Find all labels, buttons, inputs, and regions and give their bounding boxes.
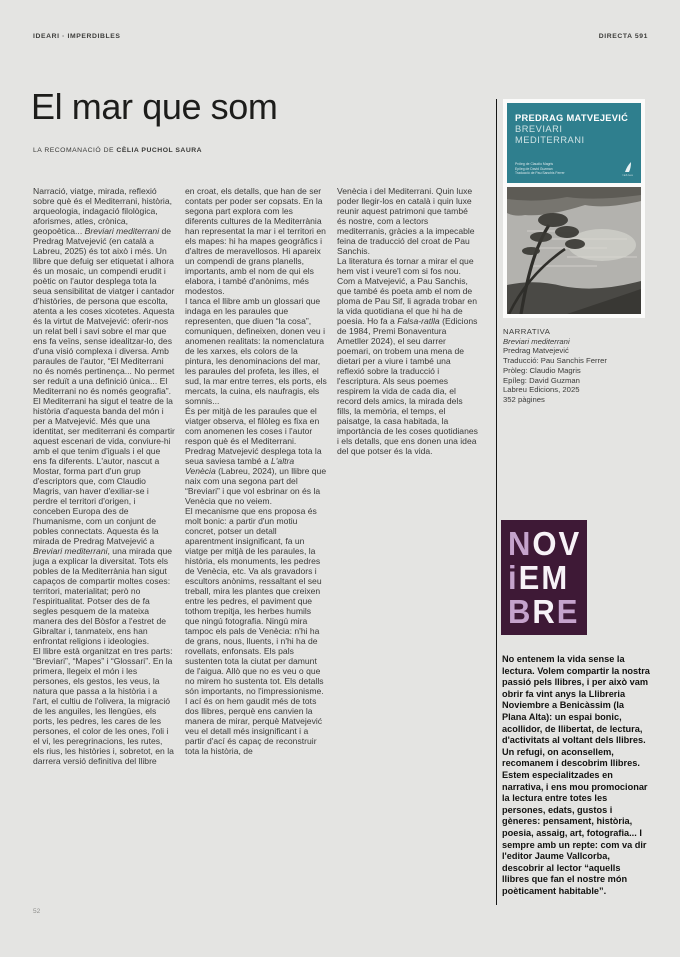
book-meta-line: NARRATIVA (503, 327, 551, 336)
book-meta-line: Labreu Edicions, 2025 (503, 385, 580, 395)
noviembre-logo-row: i E M (508, 558, 568, 597)
issue-label: DIRECTA 591 (598, 33, 648, 40)
article-paragraph: El llibre està organitzat en tres parts: “Breviari”, “Mapes” i “Glossari”. En la primera, llegeix el món i les persones, els gestos, les veus, la natura que passa a la història i a l'art, el cultiu de l'olivera, la migració de les anguiles, les llengües, els ports, les pedres, les cares de les persones, el color de les ones, l'oli i el vi, les peregrinacions, les rutes, els rius, les històries i, sobretot, en la darrera versió definitiva del llibre (33, 646, 174, 766)
article-paragraph: Venècia i del Mediterrani. Quin luxe poder llegir-los en català i quin luxe reunir aquest patrimoni que també és nostre, com a lectors mediterranis, gràcies a la impecable feina de traducció del croat de Pau Sanchis. (337, 186, 475, 256)
cover-photo-seascape (507, 187, 641, 314)
article-paragraph: I ací és on hem gaudit més de tots dos llibres, perquè ens canvien la manera de mirar, perquè Matvejević veu el detall més insignificant i a partir d'ací és capaç de reconstruir tota la història, de (185, 696, 323, 756)
divider-rule (496, 99, 497, 905)
cover-credit-line: Traducció de Pau Sanchis Ferrer (515, 171, 565, 176)
book-meta-line: 352 pàgines (503, 394, 545, 404)
cover-title: BREVIARI MEDITERRANI (515, 124, 585, 145)
book-cover-top (507, 103, 641, 183)
book-meta-line: Epíleg: David Guzman (503, 375, 580, 385)
cover-author: PREDRAG MATVEJEVIĆ (515, 113, 629, 123)
publisher-logo (622, 162, 634, 177)
byline-prefix: LA RECOMANACIÓ DE (33, 147, 115, 154)
article-paragraph: El mecanisme que ens proposa és molt bonic: a partir d'un motiu concret, potser un detall aparentment insignificant, fa un viatge per mitjà de les paraules, la història, els monuments, les pedres de Venècia, etc. Va als gravadors i escultors anònims, ressaltant el seu treball, mira les plantes que creixen entre les pedres, el paviment que tothom trepitja, les herbes humils que ningú fotografia. Ningú mira tampoc els pals de Venècia: n'hi ha de grans, nous, lluents, i n'hi ha de rovellats, enfonsats. Els pals sustenten tota la ciutat per damunt de l'aigua. Allò que no es veu o que no mirem ho sustenta tot. Els detalls són importants, no l'impressionisme. (185, 506, 324, 696)
article-paragraph: I tanca el llibre amb un glossari que indaga en les paraules que representen, que diuen “la cosa”, comuniquen, defineixen, donen veu i anomenen realitats: la nomenclatura de les xarxes, els colors de la pintura, les denominacions del mar, les paraules del profeta, les illes, el sud, la mar entre terres, els ports, els mercats, la cuina, els naufragis, els somnis... (185, 296, 327, 406)
noviembre-logo (501, 520, 587, 635)
article-column (33, 186, 175, 766)
byline (33, 147, 202, 154)
book-meta-line: Breviari mediterrani (503, 336, 570, 346)
cover-credit-line: Epíleg de David Guzman (515, 166, 553, 171)
noviembre-logo-row: B R E (508, 592, 578, 631)
noviembre-description: No entenem la vida sense la lectura. Volem compartir la nostra passió pels llibres, i per això vam obrir fa vint anys la Llibreria Noviembre a Benicàssim (la Plana Alta): un espai bonic, acollidor, de llibertat, de lectura, d'activitats al voltant dels llibres. Un refugi, on aconsellem, recomanem i descobrim llibres. Estem especialitzades en narrativa, i ens mou promocionar la lectura entre totes les persones, edats, gustos i gèneres: pensament, història, poesia, assaig, art, fotografia... I sempre amb un repte: com va dir l'editor Jaume Vallcorba, descobrir al lector “aquells llibres que fan el nostre món poèticament habitable”. (502, 654, 650, 896)
noviembre-logo-row: N O V (508, 524, 580, 563)
page-number: 52 (33, 908, 41, 915)
sail-icon (624, 162, 633, 173)
article-paragraph: És per mitjà de les paraules que el viatger observa, el filòleg es fixa en com anomenen les coses i l'autor respon què és el Mediterrani. Predrag Matvejević desplega tota la seua saviesa també a L'altra Venècia (Labreu, 2024), un llibre que naix com una segona part del “Breviari” i que vol esbrinar on és la Venècia que no veiem. (185, 406, 327, 506)
article-column (337, 186, 479, 766)
cover-credit-line: Pròleg de Claudio Magris (515, 162, 554, 167)
book-meta-line: Pròleg: Claudio Magris (503, 365, 581, 375)
cover-credits (515, 162, 565, 176)
page-header (33, 33, 648, 40)
article-title: El mar que som (31, 86, 278, 127)
publisher-name: labreu (622, 173, 634, 177)
article-paragraph: El Mediterrani ha sigut el teatre de la història d'aquesta banda del món i per a Matvejević. Més que una identitat, ser mediterrani és compartir aquest escenari de vida, conviure-hi amb el que tenim d'iguals i el que ens fa diferents. L'autor, nascut a Mostar, forma part d'un grup d'escriptors que, com Claudio Magris, van haver d'exiliar-se i perdre el territori d'origen, i conceben Europa des de l'humanisme, com un conjunt de pobles connectats. Aquesta és la mirada de Predrag Matvejević a Breviari mediterrani, una mirada que juga a explicar la diversitat. Tots els pobles de la Mediterrània han sigut capaços de compartir moltes coses: territori, materialitat; però no l'espiritualitat. Potser des de fa segles pesquem de la mateixa manera des del Bòsfor a l'estret de Gibraltar i, tanmateix, ens han enfrontat religions i ideologies. (33, 396, 175, 646)
book-meta-line: Traducció: Pau Sanchis Ferrer (503, 356, 607, 366)
book-meta (503, 327, 607, 405)
article-paragraph: en croat, els detalls, que han de ser contats per poder ser copsats. En la segona part explora com les diferents cultures de la Mediterrània han representat la mar i el territori en els mapes: hi ha mapes geogràfics i d'altres de meravellosos. Hi apareix un compendi de grans planells, importants, amb el nom de qui els elabora, i també d'anònims, més modestos. (185, 186, 326, 296)
book-cover (503, 99, 645, 318)
book-meta-line: Predrag Matvejević (503, 346, 569, 356)
article-paragraph: La literatura és tornar a mirar el que hem vist i veure'l com si fos nou. Com a Matvejević, a Pau Sanchis, que també és poeta amb el nom de ploma de Pau Sif, li agrada trobar en la vida quotidiana el que hi ha de poesia. Ho fa a Falsa-ratlla (Edicions de 1984, Premi Bonaventura Ametller 2024), el seu darrer poemari, on trobem una mena de dietari per a viure i també una reflexió sobre la traducció i l'escriptura. Als seus poemes respirem la vida de cada dia, el record dels amics, la mirada dels fills, la memòria, el temps, el paisatge, la casa habitada, la importància de les coses quotidianes i els detalls, que ens donen una idea del que potser és la vida. (337, 256, 478, 456)
section-label: IDEARI · IMPERDIBLES (33, 33, 121, 40)
article-body (33, 186, 480, 766)
article-column (185, 186, 327, 766)
byline-author: CÈLIA PUCHOL SAURA (116, 147, 203, 154)
article-paragraph: Narració, viatge, mirada, reflexió sobre què és el Mediterrani, història, arqueologia, indagació filològica, aforismes, atles, crònica, geopoètica... Breviari mediterrani de Predrag Matvejević (en català a Labreu, 2025) és tot això i més. Un llibre que defuig ser etiquetat i alhora és un mosaic, un compendi erudit i poètic on l'autor desplega tota la seua sensibilitat de viatger i cantador d'històries, de persona que escolta, atenta a les coses xicotetes. Aquesta és la virtut de Matvejević: oferir-nos un relat bell i savi sobre el mar que ens fa veïns, sense idealitzar-lo, des d'una visió complexa i diversa. Amb paraules de l'autor, “El Mediterrani no és només pertinença... No permet ser reduït a una definició única... El Mediterrani no és només geografia”. (33, 186, 175, 396)
